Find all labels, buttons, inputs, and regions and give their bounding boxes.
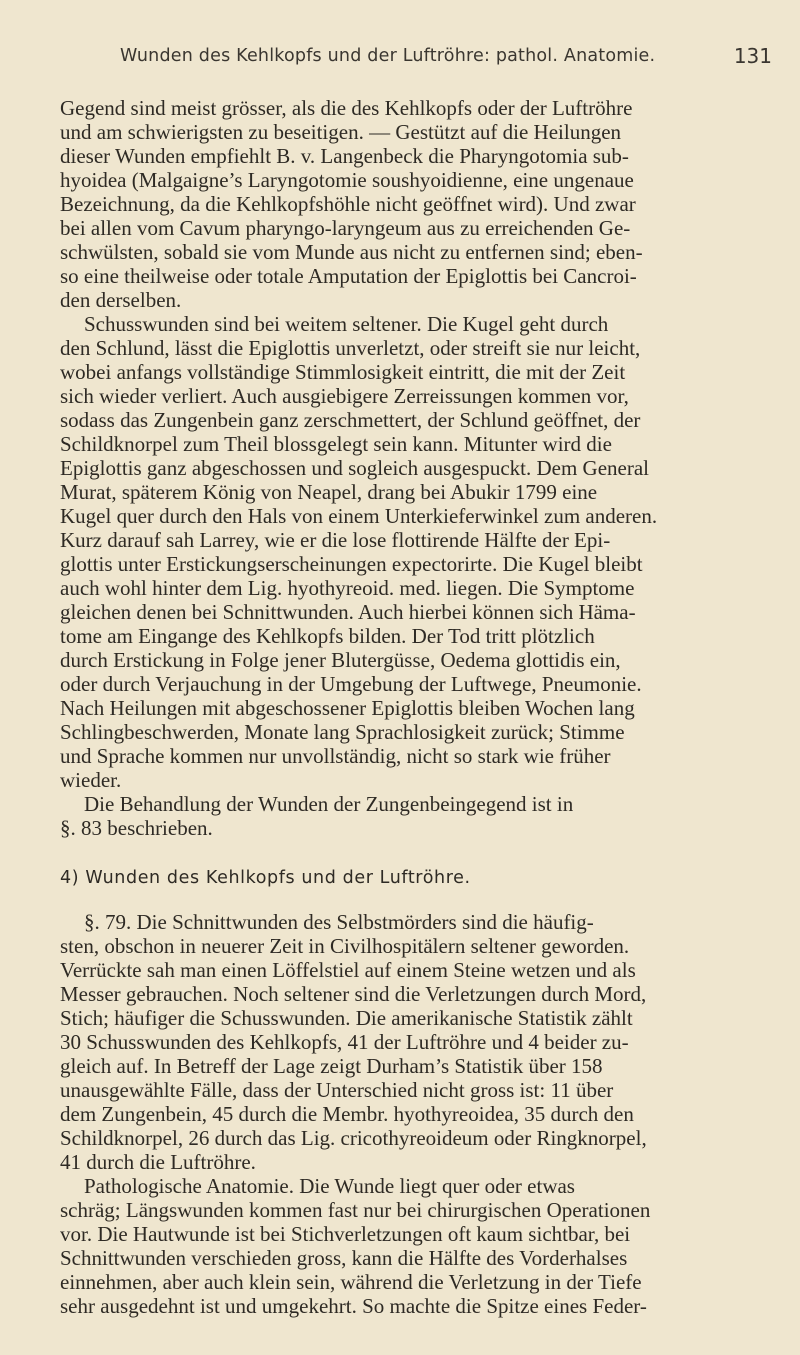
text-line: Die Behandlung der Wunden der Zungenbeingegend ist in — [84, 792, 574, 816]
text-line: §. 79. Die Schnittwunden des Selbstmörders sind die häufig- — [84, 910, 594, 934]
text-line: bei allen vom Cavum pharyngo-laryngeum aus zu erreichenden Ge- — [60, 216, 631, 240]
text-line: Schusswunden sind bei weitem seltener. Die Kugel geht durch — [84, 312, 609, 336]
text-line: den derselben. — [60, 288, 182, 312]
text-line: wobei anfangs vollständige Stimmlosigkeit eintritt, die mit der Zeit — [60, 360, 626, 384]
text-line: auch wohl hinter dem Lig. hyothyreoid. med. liegen. Die Symptome — [60, 576, 635, 600]
text-line: und Sprache kommen nur unvollständig, nicht so stark wie früher — [60, 744, 611, 768]
text-line: hyoidea (Malgaigne’s Laryngotomie soushyoidienne, eine ungenaue — [60, 168, 634, 192]
text-line: Bezeichnung, da die Kehlkopfshöhle nicht geöffnet wird). Und zwar — [60, 192, 636, 216]
text-line: so eine theilweise oder totale Amputation der Epiglottis bei Cancroi- — [60, 264, 637, 288]
text-line: unausgewählte Fälle, dass der Unterschied nicht gross ist: 11 über — [60, 1078, 614, 1102]
section-title: 4) Wunden des Kehlkopfs und der Luftröhre. — [60, 868, 471, 888]
text-line: durch Erstickung in Folge jener Blutergüsse, Oedema glottidis ein, — [60, 648, 621, 672]
text-line: gleich auf. In Betreff der Lage zeigt Durham’s Statistik über 158 — [60, 1054, 603, 1078]
text-line: Verrückte sah man einen Löffelstiel auf einem Steine wetzen und als — [60, 958, 636, 982]
text-line: 41 durch die Luftröhre. — [60, 1150, 256, 1174]
text-line: Messer gebrauchen. Noch seltener sind die Verletzungen durch Mord, — [60, 982, 647, 1006]
text-line: sich wieder verliert. Auch ausgiebigere Zerreissungen kommen vor, — [60, 384, 629, 408]
body-text — [60, 96, 760, 1318]
text-line: sehr ausgedehnt ist und umgekehrt. So machte die Spitze eines Feder- — [60, 1294, 647, 1318]
text-line: Stich; häufiger die Schusswunden. Die amerikanische Statistik zählt — [60, 1006, 633, 1030]
text-line: 30 Schusswunden des Kehlkopfs, 41 der Luftröhre und 4 beider zu- — [60, 1030, 629, 1054]
text-line: dem Zungenbein, 45 durch die Membr. hyothyreoidea, 35 durch den — [60, 1102, 634, 1126]
text-line: Schildknorpel zum Theil blossgelegt sein kann. Mitunter wird die — [60, 432, 612, 456]
text-line: Kurz darauf sah Larrey, wie er die lose flottirende Hälfte der Epi- — [60, 528, 611, 552]
text-line: gleichen denen bei Schnittwunden. Auch hierbei können sich Häma- — [60, 600, 636, 624]
text-line: schräg; Längswunden kommen fast nur bei chirurgischen Operationen — [60, 1198, 651, 1222]
text-line: Schildknorpel, 26 durch das Lig. cricothyreoideum oder Ringknorpel, — [60, 1126, 647, 1150]
text-line: Schnittwunden verschieden gross, kann die Hälfte des Vorderhalses — [60, 1246, 628, 1270]
text-line: Kugel quer durch den Hals von einem Unterkieferwinkel zum anderen. — [60, 504, 658, 528]
text-line: sten, obschon in neuerer Zeit in Civilhospitälern seltener geworden. — [60, 934, 630, 958]
page-header — [60, 46, 780, 76]
text-line: vor. Die Hautwunde ist bei Stichverletzungen oft kaum sichtbar, bei — [60, 1222, 631, 1246]
text-line: und am schwierigsten zu beseitigen. — Gestützt auf die Heilungen — [60, 120, 622, 144]
page-number: 131 — [733, 44, 772, 68]
text-line: schwülsten, sobald sie vom Munde aus nicht zu entfernen sind; eben- — [60, 240, 643, 264]
text-line: §. 83 beschrieben. — [60, 816, 213, 840]
text-line: sodass das Zungenbein ganz zerschmettert, der Schlund geöffnet, der — [60, 408, 641, 432]
text-line: tome am Eingange des Kehlkopfs bilden. Der Tod tritt plötzlich — [60, 624, 595, 648]
text-line: wieder. — [60, 768, 122, 792]
text-line: den Schlund, lässt die Epiglottis unverletzt, oder streift sie nur leicht, — [60, 336, 641, 360]
text-line: Epiglottis ganz abgeschossen und sogleich ausgespuckt. Dem General — [60, 456, 650, 480]
text-line: dieser Wunden empfiehlt B. v. Langenbeck die Pharyngotomia sub- — [60, 144, 629, 168]
text-line: Pathologische Anatomie. Die Wunde liegt quer oder etwas — [84, 1174, 575, 1198]
text-line: Murat, späterem König von Neapel, drang bei Abukir 1799 eine — [60, 480, 598, 504]
running-head: Wunden des Kehlkopfs und der Luftröhre: pathol. Anatomie. — [120, 46, 656, 66]
text-line: Schlingbeschwerden, Monate lang Sprachlosigkeit zurück; Stimme — [60, 720, 625, 744]
text-line: Nach Heilungen mit abgeschossener Epiglottis bleiben Wochen lang — [60, 696, 635, 720]
text-line: Gegend sind meist grösser, als die des Kehlkopfs oder der Luftröhre — [60, 96, 633, 120]
text-line: oder durch Verjauchung in der Umgebung der Luftwege, Pneumonie. — [60, 672, 642, 696]
text-line: einnehmen, aber auch klein sein, während die Verletzung in der Tiefe — [60, 1270, 642, 1294]
text-line: glottis unter Erstickungserscheinungen expectorirte. Die Kugel bleibt — [60, 552, 643, 576]
